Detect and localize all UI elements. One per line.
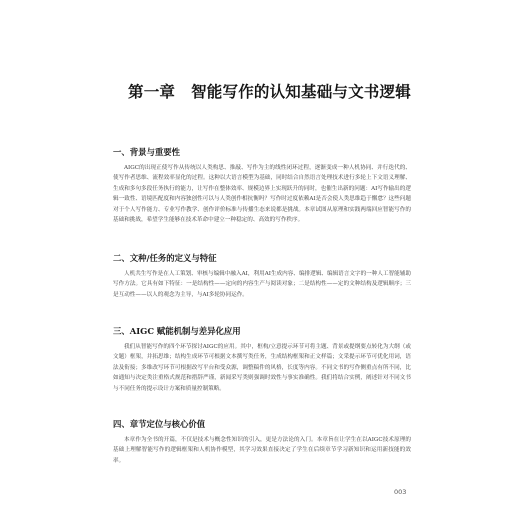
section-heading-mechanism: 三、AIGC 赋能机制与差异化应用 (113, 326, 241, 336)
section-paragraph-background: AIGC的出现正使写作从传统以人类构思、推敲、写作为主的线性闭环过程，逐渐变成一种人机协同、并行迭代的、使写作者思维、流程效率显化的过程。这种以大语言模型为基础，同时结合自然语言处理技术进行多轮上下文语义理解、生成和多句多段任务执行的能力，让写作在整体效率、规模边界上实现跃升的同时，也催生出新的问题：AI写作输出的逻辑一致性、语境匹配度和内容独创性可以与人类创作相抗衡吗？写作时过度依赖AI是否会使人类思维趋于懈怠？这些问题对于个人写作能力、专业写作教学、创作评价标准与传播生态来说都是挑战。本章试图从原理和实践两端回应智能写作的基础和挑战，希望学生能够在技术革命中建立一种稳定的、高效的写作秩序。 (113, 165, 411, 224)
section-heading-background: 一、背景与重要性 (113, 147, 180, 157)
section-paragraph-definition: 人机共生写作是在人工策划、审核与编辑中融入AI，利用AI生成内容、编排逻辑、编辑语言文字的一种人工智能辅助写作方法。它具有如下特征：一是结构性——定向的内容生产与阅读对象；二是结构性——定的文种结构及逻辑顺序；三是互动性——以人的观念为主导，与AI多轮协同运作。 (113, 271, 411, 298)
chapter-number: 第一章 (128, 82, 176, 101)
section-paragraph-mechanism: 我们从智能写作的四个环节探讨AIGC的应用。其中，框构/立意提示环节可将主题、背景或提纲要点转化为大纲（或文题）框架，并拓思维；结构生成环节可根据文本撰写类任务，生成结构框架和正文样篇；文采提示环节可优化用词，语法及衔接；多维改写环节可根据改写平台和受众源，调整稿件的风格，长度等内容。不同文书的写作侧重点有所不同，比如通知与决定类注重格式规范和措辞严谨，新闻采写类则强调时效性与事实准确性。我们将结合实例，阐述针对不同文书与不同任务的提示设计方案和质量控制策略。 (113, 344, 411, 392)
section-heading-positioning: 四、章节定位与核心价值 (113, 419, 206, 429)
chapter-title (128, 80, 411, 102)
page-number: 003 (394, 488, 407, 496)
section-heading-definition: 二、文种/任务的定义与特征 (113, 253, 217, 263)
chapter-heading: 智能写作的认知基础与文书逻辑 (191, 82, 411, 101)
section-paragraph-positioning: 本章作为全书的开篇，不仅是技术与概念性知识的引入，更是方法论的入门。本章旨在让学生在以AIGC技术原理的基础上理解智能写作的逻辑框架和人机协作模型，其学习效果直接决定了学生在后续章节学习新知识和运用新技能的效率。 (113, 437, 411, 464)
